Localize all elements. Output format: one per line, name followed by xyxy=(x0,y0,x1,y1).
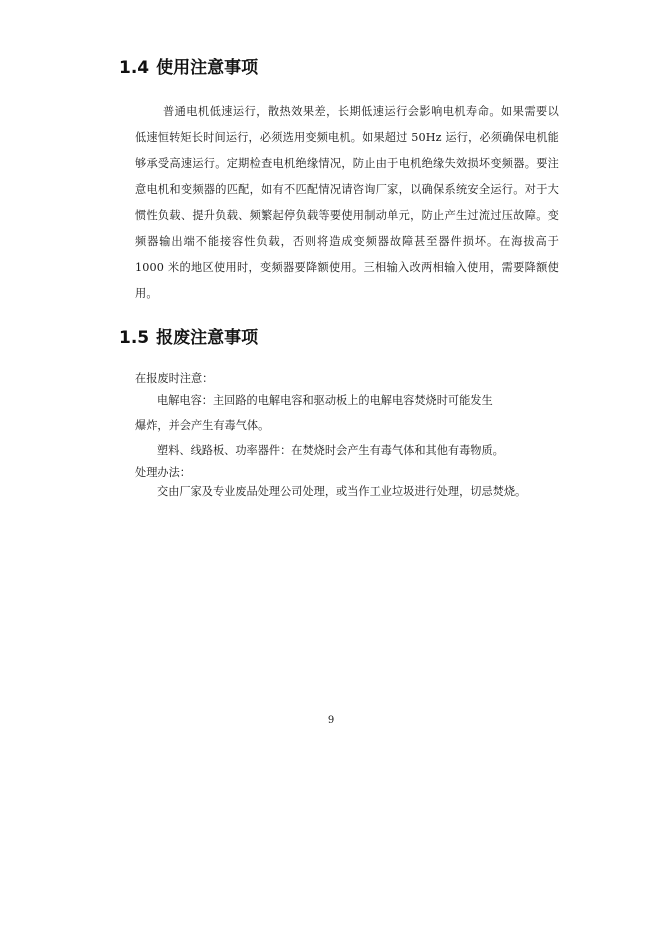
capacitor-warning-line-1: 电解电容：主回路的电解电容和驱动板上的电解电容焚烧时可能发生 xyxy=(157,394,493,407)
section-title: 使用注意事项 xyxy=(156,58,259,78)
section-number: 1.5 xyxy=(119,328,150,348)
section-heading-disposal-precautions xyxy=(119,327,258,349)
disposal-method-text: 交由厂家及专业废品处理公司处理，或当作工业垃圾进行处理，切忌焚烧。 xyxy=(157,485,527,498)
disposal-intro: 在报废时注意： xyxy=(135,372,214,385)
capacitor-warning-line-2: 爆炸，并会产生有毒气体。 xyxy=(135,419,270,432)
section-number: 1.4 xyxy=(119,58,150,78)
usage-precautions-paragraph: 普通电机低速运行，散热效果差，长期低速运行会影响电机寿命。如果需要以低速恒转矩长时间运行，必须选用变频电机。如果超过 50Hz 运行，必须确保电机能够承受高速运行。定期检查电机绝缘情况，防止由于电机绝缘失效损坏变频器。要注意电机和变频器的匹配，如有不匹配情况请咨询厂家，以确保系统安全运行。对于大惯性负载、提升负载、频繁起停负载等要使用制动单元，防止产生过流过压故障。变频器输出端不能接容性负载，否则将造成变频器故障甚至器件损坏。在海拔高于 1000 米的地区使用时，变频器要降额使用。三相输入改两相输入使用，需要降额使用。 xyxy=(135,105,559,300)
page-number: 9 xyxy=(327,715,335,726)
plastics-warning: 塑料、线路板、功率器件：在焚烧时会产生有毒气体和其他有毒物质。 xyxy=(157,444,504,457)
section-title: 报废注意事项 xyxy=(156,328,259,348)
section-heading-usage-precautions xyxy=(119,57,258,79)
disposal-method-label: 处理办法： xyxy=(135,466,191,479)
